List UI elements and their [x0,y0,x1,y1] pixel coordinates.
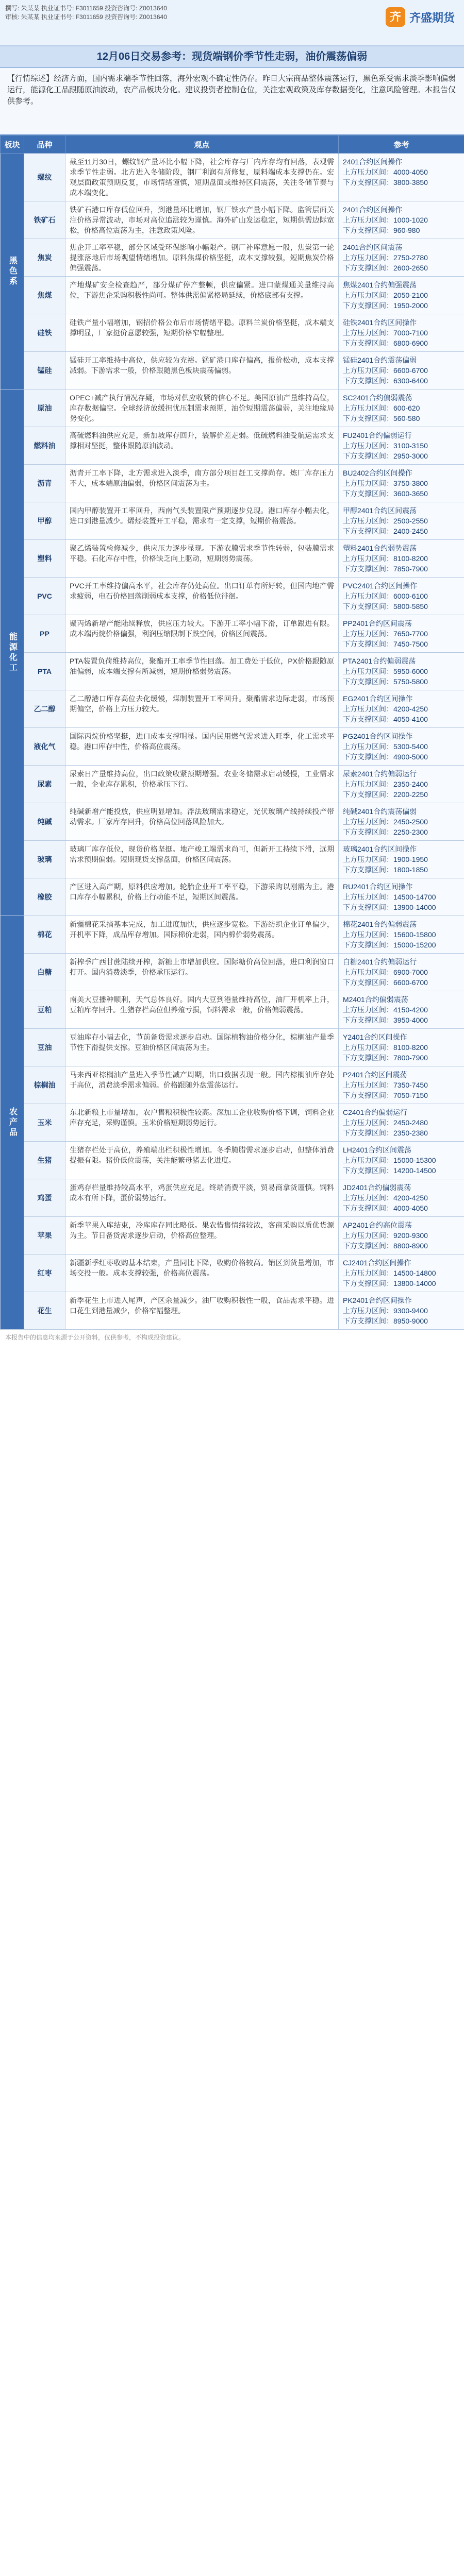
reference-line: 下方支撑区间：2350-2380 [343,1129,428,1137]
product-view: 截至11月30日，螺纹钢产量环比小幅下降，社会库存与厂内库存均有回落，表观需求季节性走弱。北方进入冬储阶段，钢厂利润有所修复，原料端成本支撑仍在。宏观层面政策预期反复，市场情绪谨慎，短期盘面或维持区间震荡，关注冬储节奏与成本端变化。 [65,154,339,201]
reference-line: CJ2401合约区间操作 [343,1259,411,1267]
product-name: 乙二醇 [24,690,65,728]
product-name: 原油 [24,389,65,427]
product-reference [339,766,464,803]
product-reference [339,1255,464,1292]
reference-line: C2401合约偏弱运行 [343,1108,408,1116]
table-row [1,277,464,314]
sector-label: 能源化工 [1,389,24,916]
product-name: PTA [24,653,65,690]
reference-line: LH2401合约区间震荡 [343,1146,412,1154]
reference-line: 上方压力区间：5950-6000 [343,667,428,675]
table-row [1,1029,464,1066]
reference-line: 上方压力区间：7350-7450 [343,1081,428,1089]
reference-line: 下方支撑区间：2600-2650 [343,264,428,272]
table-row [1,615,464,653]
report-header [0,0,464,46]
logo-icon: 齐 [386,7,405,27]
reference-line: 上方压力区间：4200-4250 [343,1194,428,1202]
product-view: 新疆新季红枣收购基本结束，产量同比下降，收购价格较高。销区到货量增加，市场交投一般。成本支撑较强，价格高位震荡。 [65,1255,339,1292]
product-view: 新季苹果入库结束，冷库库存同比略低。果农惜售情绪较浓，客商采购以质优货源为主。节日备货需求逐步启动，价格高位整理。 [65,1217,339,1255]
product-name: PVC [24,578,65,615]
reference-line: 上方压力区间：2500-2550 [343,517,428,525]
reference-line: 上方压力区间：6900-7000 [343,968,428,976]
product-reference [339,690,464,728]
product-name: 硅铁 [24,314,65,352]
product-name: 豆油 [24,1029,65,1066]
table-row [1,1292,464,1330]
reference-line: BU2402合约区间操作 [343,469,412,477]
product-name: 甲醇 [24,502,65,540]
product-view: 国际丙烷价格坚挺，进口成本支撑明显。国内民用燃气需求进入旺季，化工需求平稳。港口库存中性，价格高位震荡。 [65,728,339,766]
author-line: 撰写: 朱某某 执业证书号: F3011659 投资咨询号: Z0013640 [5,5,167,12]
table-row [1,728,464,766]
reference-line: PVC2401合约区间操作 [343,582,417,590]
reference-line: 下方支撑区间：5750-5800 [343,677,428,686]
product-view: 纯碱新增产能投放，供应明显增加。浮法玻璃需求稳定，光伏玻璃产线持续投产带动需求。厂家库存回升，价格高位回落风险加大。 [65,803,339,841]
table-row [1,841,464,878]
reference-line: 纯碱2401合约震荡偏弱 [343,807,417,816]
table-header-row [1,135,464,154]
reference-line: 上方压力区间：15000-15300 [343,1156,436,1164]
table-row [1,578,464,615]
product-reference [339,239,464,277]
product-view: 新季花生上市进入尾声，产区余量减少。油厂收购积极性一般，食品需求平稳。进口花生到港量减少，价格窄幅整理。 [65,1292,339,1330]
product-view: 新疆棉花采摘基本完成，加工进度加快，供应逐步宽松。下游纺织企业订单偏少，开机率下降，成品库存增加。国际棉价走弱，国内棉价弱势震荡。 [65,916,339,954]
reference-line: 下方支撑区间：13800-14000 [343,1279,436,1287]
reference-line: 下方支撑区间：8950-9000 [343,1317,428,1325]
table-row [1,766,464,803]
reference-line: 甲醇2401合约区间震荡 [343,506,417,515]
product-name: 焦炭 [24,239,65,277]
reference-line: JD2401合约偏弱震荡 [343,1183,411,1192]
table-row [1,1066,464,1104]
product-name: 棉花 [24,916,65,954]
reference-line: 下方支撑区间：560-580 [343,414,420,422]
reference-line: 锰硅2401合约震荡偏弱 [343,356,417,364]
reference-line: 下方支撑区间：2950-3000 [343,452,428,460]
sector-label: 农产品 [1,916,24,1330]
product-reference [339,277,464,314]
reference-line: 下方支撑区间：8800-8900 [343,1242,428,1250]
product-reference [339,389,464,427]
disclaimer: 本报告中的信息均来源于公开资料，仅供参考，不构成投资建议。 [5,1334,185,1341]
reference-line: 下方支撑区间：5800-5850 [343,602,428,611]
reference-line: 下方支撑区间：960-980 [343,226,420,234]
reference-line: 上方压力区间：9300-9400 [343,1307,428,1315]
product-reference [339,878,464,916]
product-name: 豆粕 [24,991,65,1029]
product-reference [339,653,464,690]
product-view: 焦企开工率平稳，部分区域受环保影响小幅限产。钢厂补库意愿一般，焦炭第一轮提涨落地后市场观望情绪增加。原料焦煤价格坚挺，成本支撑较强，短期焦炭价格偏强震荡。 [65,239,339,277]
reference-line: 上方压力区间：9200-9300 [343,1231,428,1240]
reference-line: 上方压力区间：2450-2500 [343,818,428,826]
product-view: 产区进入高产期，原料供应增加。轮胎企业开工率平稳，下游采购以刚需为主。港口库存小幅累积，价格上行动能不足，短期区间震荡。 [65,878,339,916]
product-name: 橡胶 [24,878,65,916]
product-view: 尿素日产量维持高位，出口政策收紧预期增强。农业冬储需求启动缓慢，工业需求一般，企业库存累积，价格承压下行。 [65,766,339,803]
reference-line: 上方压力区间：14500-14800 [343,1269,436,1277]
product-view: 聚丙烯新增产能陆续释放，供应压力较大。下游开工率小幅下滑，订单跟进有限。成本端丙烷价格偏强，利润压缩限制下跌空间，价格区间震荡。 [65,615,339,653]
product-name: 铁矿石 [24,201,65,239]
reference-line: 焦煤2401合约偏强震荡 [343,281,417,289]
reference-line: 上方压力区间：8100-8200 [343,1043,428,1052]
table-row [1,1104,464,1142]
product-view: 国内甲醇装置开工率回升，西南气头装置限产预期逐步兑现。港口库存小幅去化，进口到港量减少。烯烃装置开工平稳，需求有一定支撑，短期价格震荡。 [65,502,339,540]
product-reference [339,841,464,878]
reference-line: 上方压力区间：2750-2780 [343,253,428,262]
reference-line: 上方压力区间：1900-1950 [343,855,428,863]
header-sector: 板块 [1,135,24,154]
product-reference [339,502,464,540]
reference-line: 2401合约区间震荡 [343,243,403,251]
reference-line: 下方支撑区间：3600-3650 [343,489,428,498]
product-reference [339,1029,464,1066]
product-name: 苹果 [24,1217,65,1255]
product-reference [339,201,464,239]
product-reference [339,1066,464,1104]
reference-line: 上方压力区间：2350-2400 [343,780,428,788]
product-reference [339,615,464,653]
reference-line: FU2401合约偏弱运行 [343,431,412,439]
commodity-table [0,135,464,1330]
product-view: 豆油库存小幅去化，节前备货需求逐步启动。国际植物油价格分化，棕榈油产量季节性下滑提供支撑。豆油价格区间震荡为主。 [65,1029,339,1066]
reference-line: 下方支撑区间：1950-2000 [343,301,428,310]
reference-line: 上方压力区间：3100-3150 [343,442,428,450]
product-name: 纯碱 [24,803,65,841]
reference-line: 下方支撑区间：2400-2450 [343,527,428,535]
product-view: 蛋鸡存栏量维持较高水平，鸡蛋供应充足。终端消费平淡，贸易商拿货谨慎。饲料成本有所下降，蛋价弱势运行。 [65,1179,339,1217]
sector-label: 黑色系 [1,154,24,389]
reference-line: 下方支撑区间：4900-5000 [343,753,428,761]
product-name: 沥青 [24,465,65,502]
product-view: 铁矿石港口库存低位回升，到港量环比增加，钢厂铁水产量小幅下降。监管层面关注价格异常波动，市场对高位追涨较为谨慎。海外矿山发运稳定，短期供需边际宽松，价格高位震荡为主，注意政策风险。 [65,201,339,239]
table-row [1,1255,464,1292]
reference-line: 上方压力区间：1000-1020 [343,216,428,224]
reference-line: 下方支撑区间：4050-4100 [343,715,428,723]
reference-line: 下方支撑区间：2250-2300 [343,828,428,836]
product-name: 燃料油 [24,427,65,465]
product-view: 马来西亚棕榈油产量进入季节性减产周期，出口数据表现一般。国内棕榈油库存处于高位，消费淡季需求偏弱。价格跟随外盘震荡运行。 [65,1066,339,1104]
product-reference [339,728,464,766]
reference-line: 下方支撑区间：3800-3850 [343,178,428,187]
table-row [1,991,464,1029]
table-row [1,1217,464,1255]
product-view: 锰硅开工率维持中高位，供应较为充裕。锰矿港口库存偏高，报价松动，成本支撑减弱。下游需求一般，价格跟随黑色板块震荡偏弱。 [65,352,339,389]
reference-line: 上方压力区间：3750-3800 [343,479,428,487]
product-view: 高硫燃料油供应充足，新加坡库存回升，裂解价差走弱。低硫燃料油受航运需求支撑相对坚挺，整体跟随原油波动。 [65,427,339,465]
reference-line: 尿素2401合约偏弱运行 [343,770,417,778]
reference-line: 下方支撑区间：7450-7500 [343,640,428,648]
product-reference [339,352,464,389]
reference-line: EG2401合约区间操作 [343,694,413,703]
reference-line: 上方压力区间：4200-4250 [343,705,428,713]
reference-line: 下方支撑区间：7050-7150 [343,1091,428,1099]
reference-line: 上方压力区间：5300-5400 [343,742,428,751]
header-product: 品种 [24,135,65,154]
reference-line: 硅铁2401合约区间操作 [343,318,417,327]
product-view: PTA装置负荷维持高位，聚酯开工率季节性回落。加工费处于低位，PX价格跟随原油偏弱，成本端支撑有所减弱，短期价格弱势震荡。 [65,653,339,690]
product-reference [339,916,464,954]
table-row [1,878,464,916]
product-view: 硅铁产量小幅增加，钢招价格公布后市场情绪平稳。原料兰炭价格坚挺，成本端支撑明显，厂家挺价意愿较强，短期价格窄幅整理。 [65,314,339,352]
reference-line: 下方支撑区间：13900-14000 [343,903,436,911]
reference-line: 2401合约区间操作 [343,158,403,166]
reference-line: 上方压力区间：7650-7700 [343,630,428,638]
product-view: 东北新粮上市量增加，农户售粮积极性较高。深加工企业收购价格下调，饲料企业库存充足，采购谨慎。玉米价格短期弱势运行。 [65,1104,339,1142]
report-title: 12月06日交易参考：现货端钢价季节性走弱，油价震荡偏弱 [0,46,464,68]
product-name: 花生 [24,1292,65,1330]
table-row [1,427,464,465]
product-view: 聚乙烯装置检修减少，供应压力逐步显现。下游农膜需求季节性转弱，包装膜需求平稳。石化库存中性，价格缺乏向上驱动，短期弱势震荡。 [65,540,339,578]
reference-line: M2401合约偏弱震荡 [343,995,408,1004]
table-row [1,465,464,502]
header-reference: 参考 [339,135,464,154]
reference-line: 上方压力区间：6000-6100 [343,592,428,600]
product-reference [339,1292,464,1330]
product-name: 生猪 [24,1142,65,1179]
reference-line: 下方支撑区间：7800-7900 [343,1054,428,1062]
product-reference [339,1104,464,1142]
reference-line: RU2401合约区间操作 [343,883,413,891]
reference-line: 下方支撑区间：14200-14500 [343,1166,436,1175]
reference-line: 上方压力区间：4150-4200 [343,1006,428,1014]
reference-line: 上方压力区间：14500-14700 [343,893,436,901]
product-name: 鸡蛋 [24,1179,65,1217]
table-row [1,803,464,841]
product-view: 乙二醇港口库存高位去化缓慢，煤制装置开工率回升。聚酯需求边际走弱，市场预期偏空，价格上方压力较大。 [65,690,339,728]
reference-line: 上方压力区间：2450-2480 [343,1118,428,1127]
table-body [1,154,464,1330]
product-name: 红枣 [24,1255,65,1292]
table-row [1,352,464,389]
reference-line: 上方压力区间：15600-15800 [343,930,436,939]
reference-line: 下方支撑区间：15000-15200 [343,941,436,949]
product-reference [339,314,464,352]
reference-line: AP2401合约高位震荡 [343,1221,412,1229]
table-row [1,154,464,201]
product-name: 玻璃 [24,841,65,878]
product-name: 锰硅 [24,352,65,389]
reference-line: 上方压力区间：600-620 [343,404,420,412]
reference-line: 上方压力区间：8100-8200 [343,554,428,563]
product-reference [339,465,464,502]
product-reference [339,1179,464,1217]
product-name: 玉米 [24,1104,65,1142]
reference-line: 上方压力区间：2050-2100 [343,291,428,299]
header-view: 观点 [65,135,339,154]
table-row [1,389,464,427]
product-view: OPEC+减产执行情况存疑，市场对供应收紧的信心不足。美国原油产量维持高位，库存数据偏空。全球经济放缓担忧压制需求预期，油价短期震荡偏弱，关注地缘局势变化。 [65,389,339,427]
product-reference [339,154,464,201]
reference-line: 白糖2401合约偏弱运行 [343,958,417,966]
product-view: 产地煤矿安全检查趋严，部分煤矿停产整顿，供应偏紧。进口蒙煤通关量维持高位，下游焦企采购积极性尚可。整体供需偏紧格局延续，价格底部有支撑。 [65,277,339,314]
product-reference [339,1217,464,1255]
reference-line: 下方支撑区间：6600-6700 [343,978,428,987]
product-name: 塑料 [24,540,65,578]
product-name: 焦煤 [24,277,65,314]
reference-line: 上方压力区间：6600-6700 [343,366,428,375]
product-view: 南美大豆播种顺利，天气总体良好。国内大豆到港量维持高位，油厂开机率上升，豆粕库存回升。生猪存栏高位但养殖亏损，饲料需求一般，价格偏弱震荡。 [65,991,339,1029]
reference-line: P2401合约区间震荡 [343,1071,407,1079]
product-reference [339,954,464,991]
product-reference [339,540,464,578]
product-name: 液化气 [24,728,65,766]
reference-line: 塑料2401合约弱势震荡 [343,544,417,552]
reference-line: 下方支撑区间：6300-6400 [343,377,428,385]
product-reference [339,803,464,841]
reference-line: 玻璃2401合约区间操作 [343,845,417,853]
product-view: 玻璃厂库存低位，现货价格坚挺。地产竣工端需求尚可，但新开工持续下滑，远期需求预期偏弱。短期现货支撑盘面，价格区间震荡。 [65,841,339,878]
reference-line: 下方支撑区间：6800-6900 [343,339,428,347]
company-logo [386,7,455,27]
table-row [1,653,464,690]
product-name: 螺纹 [24,154,65,201]
product-name: PP [24,615,65,653]
reference-line: 下方支撑区间：1800-1850 [343,866,428,874]
reference-line: PK2401合约区间操作 [343,1296,412,1304]
product-view: PVC开工率维持偏高水平，社会库存仍处高位。出口订单有所好转，但国内地产需求疲弱，电石价格回落削弱成本支撑，价格低位徘徊。 [65,578,339,615]
reference-line: 上方压力区间：7000-7100 [343,329,428,337]
reference-line: 下方支撑区间：2200-2250 [343,790,428,799]
table-row [1,1179,464,1217]
reference-line: SC2401合约偏弱震荡 [343,394,412,402]
product-view: 新榨季广西甘蔗陆续开榨，新糖上市增加供应。国际糖价高位回落，进口利润窗口打开。国内消费淡季，价格承压运行。 [65,954,339,991]
table-row [1,540,464,578]
market-summary: 【行情综述】经济方面，国内需求端季节性回落，海外宏观不确定性仍存。昨日大宗商品整体震荡运行，黑色系受需求淡季影响偏弱运行，能源化工品跟随原油波动，农产品板块分化。建议投资者控制仓位，关注宏观政策及库存数据变化，注意风险管理。本报告仅供参考。 [0,68,464,135]
table-row [1,502,464,540]
product-reference [339,427,464,465]
product-name: 白糖 [24,954,65,991]
product-reference [339,578,464,615]
product-view: 沥青开工率下降，北方需求进入淡季，南方部分项目赶工支撑尚存。炼厂库存压力不大，成本端原油偏弱，价格区间震荡为主。 [65,465,339,502]
table-row [1,954,464,991]
table-row [1,916,464,954]
reference-line: PTA2401合约偏弱震荡 [343,657,416,665]
reference-line: 上方压力区间：4000-4050 [343,168,428,176]
table-row [1,690,464,728]
table-row [1,314,464,352]
logo-text: 齐盛期货 [409,11,455,24]
reference-line: PG2401合约区间操作 [343,732,413,740]
reference-line: 下方支撑区间：4000-4050 [343,1204,428,1212]
table-row [1,1142,464,1179]
product-name: 棕榈油 [24,1066,65,1104]
reviewer-line: 审核: 朱某某 执业证书号: F3011659 投资咨询号: Z0013640 [5,13,167,21]
product-reference [339,1142,464,1179]
table-row [1,201,464,239]
reference-line: 下方支撑区间：7850-7900 [343,565,428,573]
table-row [1,239,464,277]
reference-line: Y2401合约区间操作 [343,1033,407,1041]
reference-line: PP2401合约区间震荡 [343,619,412,628]
reference-line: 棉花2401合约偏弱震荡 [343,920,417,928]
reference-line: 2401合约区间操作 [343,206,403,214]
product-reference [339,991,464,1029]
product-name: 尿素 [24,766,65,803]
author-meta [5,4,167,22]
product-view: 生猪存栏处于高位，养殖端出栏积极性增加。冬季腌腊需求逐步启动，但整体消费提振有限。猪价低位震荡，关注能繁母猪去化进度。 [65,1142,339,1179]
reference-line: 下方支撑区间：3950-4000 [343,1016,428,1024]
